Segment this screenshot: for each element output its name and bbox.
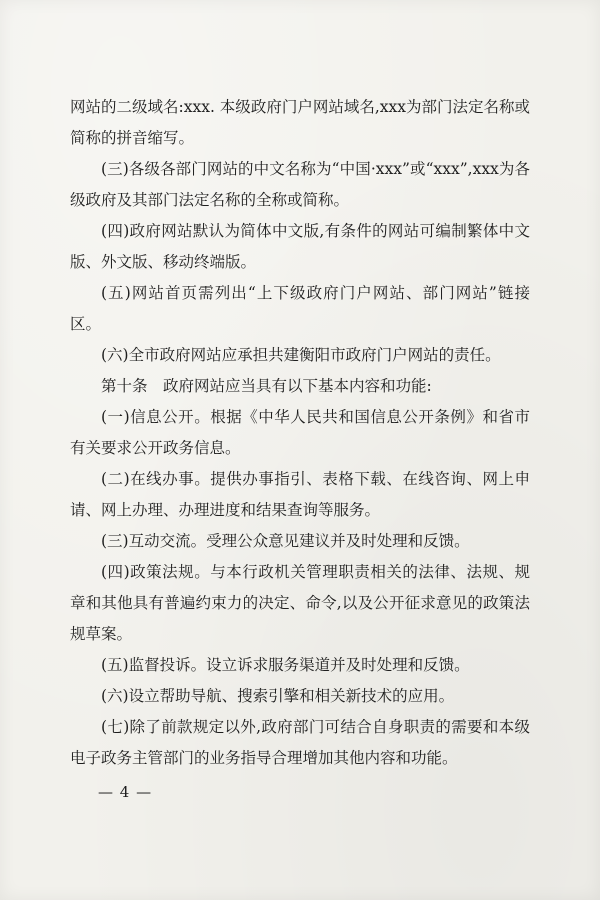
- page-number: — 4 —: [98, 783, 153, 801]
- paragraph-func-6-navigation: (六)设立帮助导航、搜索引擎和相关新技术的应用。: [101, 687, 455, 705]
- paragraph-item-6-responsibility: (六)全市政府网站应承担共建衡阳市政府门户网站的责任。: [101, 346, 501, 364]
- paragraph-func-3-interact: (三)互动交流。受理公众意见建议并及时处理和反馈。: [101, 532, 470, 550]
- paragraph-func-2-online: (二)在线办事。提供办事指引、表格下载、在线咨询、网上申请、网上办理、办理进度和结果查询等服务。: [70, 470, 530, 519]
- paragraph-func-5-supervision: (五)监督投诉。设立诉求服务渠道并及时处理和反馈。: [101, 656, 470, 674]
- paragraph-func-1-info: (一)信息公开。根据《中华人民共和国信息公开条例》和省市有关要求公开政务信息。: [70, 408, 530, 457]
- document-body: [70, 92, 530, 774]
- paragraph-domain-cont: 网站的二级域名:xxx. 本级政府门户网站域名,xxx为部门法定名称或简称的拼音缩写。: [70, 98, 530, 147]
- paragraph-item-5-links: (五)网站首页需列出“上下级政府门户网站、部门网站”链接区。: [70, 284, 530, 333]
- paragraph-item-4-versions: (四)政府网站默认为简体中文版,有条件的网站可编制繁体中文版、外文版、移动终端版。: [70, 222, 530, 271]
- paragraph-item-3-chinese-name: (三)各级各部门网站的中文名称为“中国·xxx”或“xxx”,xxx为各级政府及其部门法定名称的全称或简称。: [70, 160, 530, 209]
- paragraph-func-7-other: (七)除了前款规定以外,政府部门可结合自身职责的需要和本级电子政务主管部门的业务指导合理增加其他内容和功能。: [70, 718, 530, 767]
- paragraph-func-4-policy: (四)政策法规。与本行政机关管理职责相关的法律、法规、规章和其他具有普遍约束力的决定、命令,以及公开征求意见的政策法规草案。: [70, 563, 530, 643]
- paragraph-article-10: 第十条 政府网站应当具有以下基本内容和功能:: [101, 377, 432, 395]
